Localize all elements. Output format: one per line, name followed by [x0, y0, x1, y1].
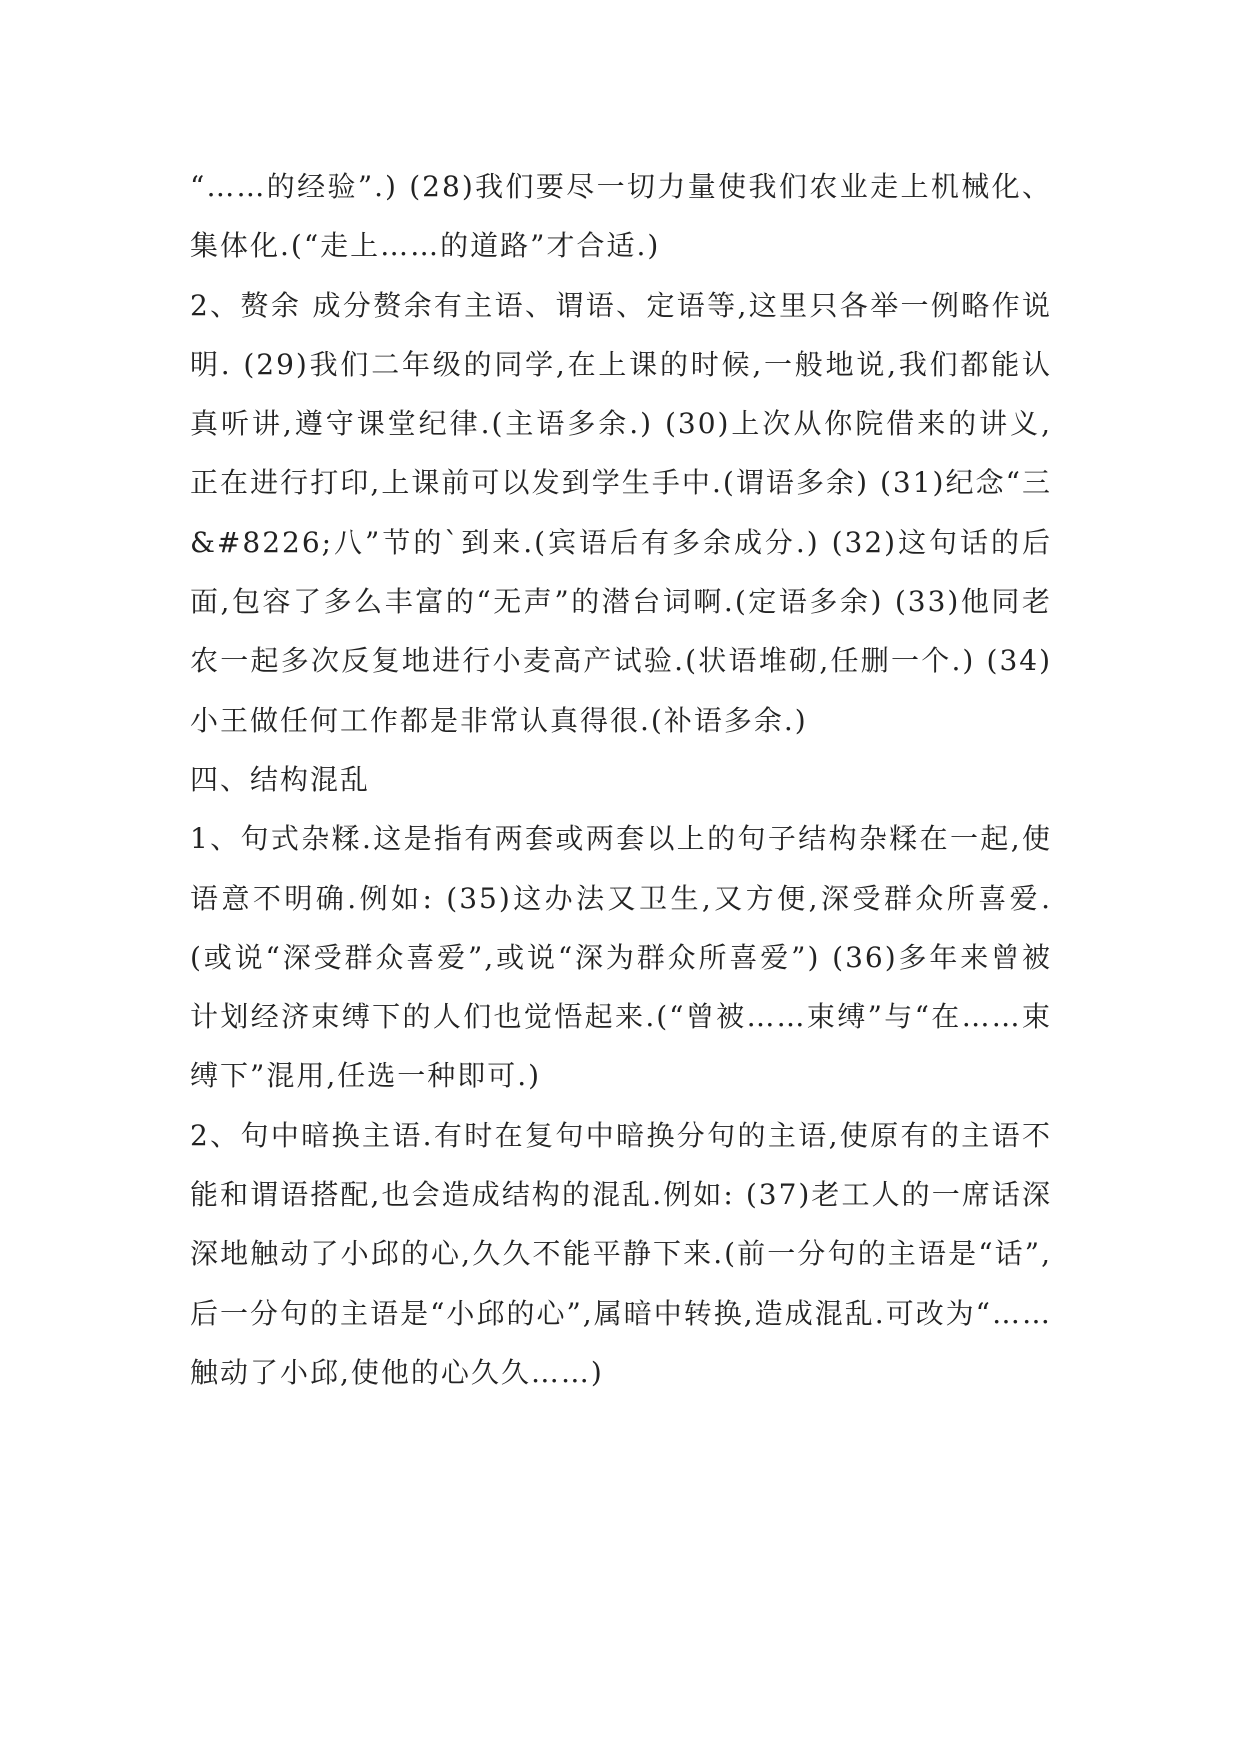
paragraph-1: “……的经验”.) (28)我们要尽一切力量使我们农业走上机械化、集体化.(“走上……的道路”才合适.) — [190, 170, 1052, 263]
paragraph-4: 1、句式杂糅.这是指有两套或两套以上的句子结构杂糅在一起,使语意不明确.例如: (35)这办法又卫生,又方便,深受群众所喜爱.(或说“深受群众喜爱”,或说“深为群众所喜爱”) (36)多年来曾被计划经济束缚下的人们也觉悟起来.(“曾被……束缚”与“在……束缚下”混用,任选一种即可.) — [190, 822, 1052, 1093]
paragraph-5: 2、句中暗换主语.有时在复句中暗换分句的主语,使原有的主语不能和谓语搭配,也会造成结构的混乱.例如: (37)老工人的一席话深深地触动了小邱的心,久久不能平静下来.(前一分句的主语是“话”,后一分句的主语是“小邱的心”,属暗中转换,造成混乱.可改为“……触动了小邱,使他的心久久……) — [190, 1118, 1052, 1389]
section-heading: 四、结构混乱 — [190, 762, 371, 796]
paragraph-2: 2、赘余 成分赘余有主语、谓语、定语等,这里只各举一例略作说明. (29)我们二年级的同学,在上课的时候,一般地说,我们都能认真听讲,遵守课堂纪律.(主语多余.) (30)上次从你院借来的讲义,正在进行打印,上课前可以发到学生手中.(谓语多余) (31)纪念“三&#8226;八”节的`到来.(宾语后有多余成分.) (32)这句话的后面,包容了多么丰富的“无声”的潜台词啊.(定语多余) (33)他同老农一起多次反复地进行小麦高产试验.(状语堆砌,任删一个.) (34)小王做任何工作都是非常认真得很.(补语多余.) — [190, 288, 1052, 737]
document-body — [190, 157, 1052, 1402]
